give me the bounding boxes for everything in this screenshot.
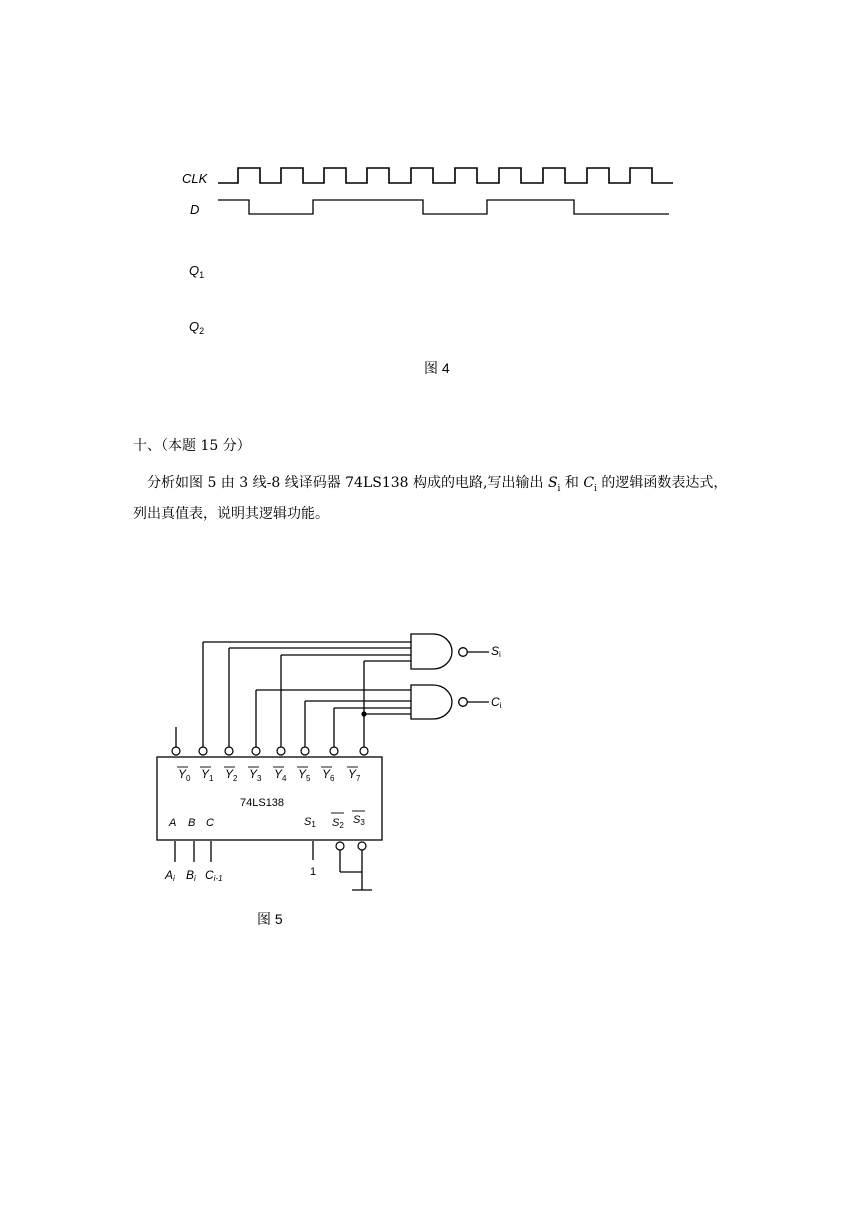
external-label-ci1: Ci-1: [205, 868, 223, 883]
nand-bubble-ci: [459, 698, 468, 707]
clk-label: CLK: [182, 171, 208, 186]
nand-gate-si: [411, 634, 452, 669]
question10-connector: 和: [560, 475, 584, 491]
output-label-y5: $Y_5$: [298, 767, 311, 783]
input-label-s3: S3: [353, 814, 365, 827]
figure4-caption: 图 4: [424, 360, 450, 376]
input-label-b: B: [188, 817, 196, 829]
c-var: C: [583, 475, 595, 491]
q2-label: $Q_2$: [189, 319, 205, 336]
c-var-sub: i: [594, 483, 597, 494]
chip-name: 74LS138: [240, 797, 285, 809]
input-label-s1: S1: [304, 816, 316, 829]
question10-heading: 十、（本题 15 分）: [133, 438, 251, 454]
output-label-y4: $Y_4$: [274, 767, 287, 783]
external-label-ai: Ai: [165, 868, 175, 883]
question10-line2: 列出真值表，说明其逻辑功能。: [133, 506, 329, 522]
s-var: S: [547, 475, 558, 491]
output-label-y7: $Y_7$: [348, 767, 361, 783]
external-label-one: 1: [310, 866, 317, 878]
output-label-y1: $Y_1$: [201, 767, 214, 783]
input-label-s2: S2: [332, 817, 344, 830]
output-label-y0: $Y_0$: [178, 767, 191, 783]
output-label-y6: $Y_6$: [322, 767, 335, 783]
input-label-c: C: [206, 817, 214, 829]
question10-line1-end: 的逻辑函数表达式，: [596, 475, 728, 491]
input-label-a: A: [169, 817, 177, 829]
nand-gate-ci: [411, 685, 452, 719]
nand-bubble-si: [459, 648, 468, 657]
output-label-ci: Ci: [491, 695, 502, 710]
question10-line1-start: 分析如图 5 由 3 线-8 线译码器 74LS138 构成的电路,写出输出: [147, 475, 548, 491]
s-var-sub: i: [557, 483, 561, 494]
external-label-bi: Bi: [186, 868, 196, 883]
output-label-y3: $Y_3$: [249, 767, 262, 783]
q1-label: $Q_1$: [189, 263, 205, 280]
junction-dot: [361, 711, 366, 716]
d-label: D: [190, 202, 200, 217]
figure5-caption: 图 5: [257, 911, 283, 927]
output-label-si: Si: [491, 644, 501, 659]
output-label-y2: $Y_2$: [225, 767, 238, 783]
